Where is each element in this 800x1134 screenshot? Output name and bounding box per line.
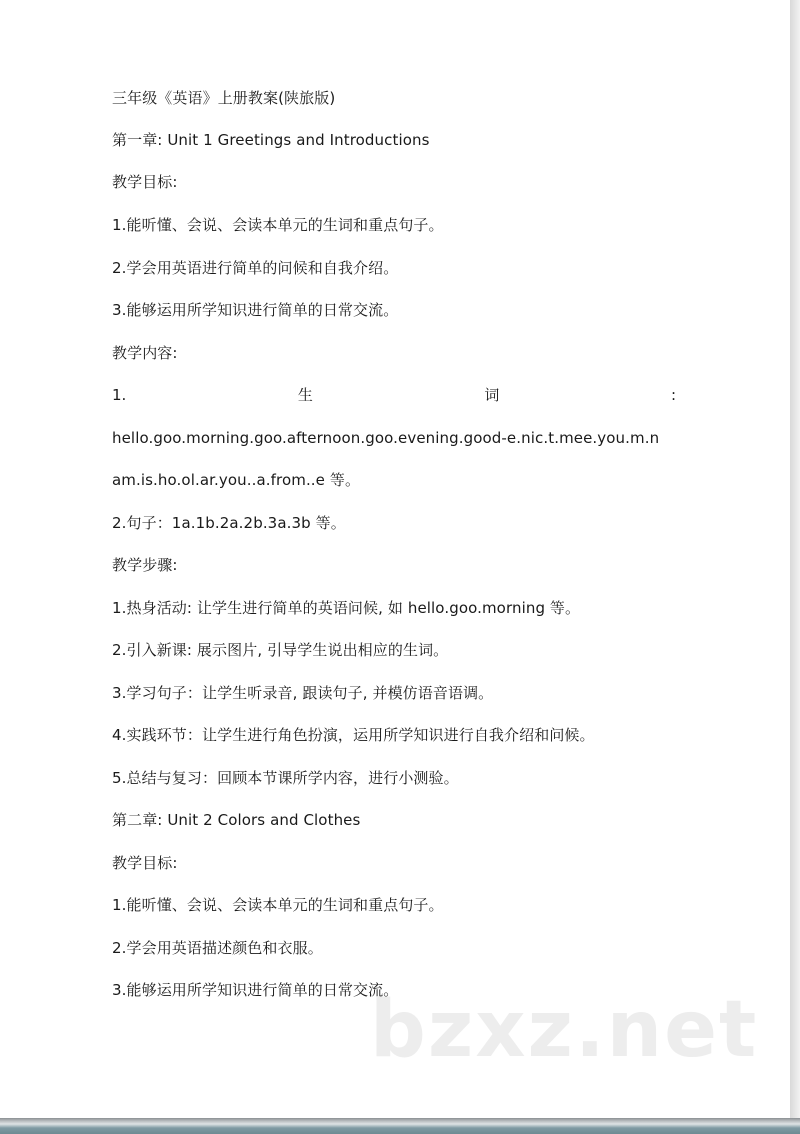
vocab-line-2: am.is.ho.ol.ar.you..a.from..e 等。 — [112, 471, 361, 489]
chapter2-heading: 第二章: Unit 2 Colors and Clothes — [112, 811, 361, 829]
chapter1-step-4: 4.实践环节：让学生进行角色扮演，运用所学知识进行自我介绍和问候。 — [112, 726, 595, 744]
document-title: 三年级《英语》上册教案(陕旅版) — [112, 89, 336, 107]
chapter2-goal-2: 2.学会用英语描述颜色和衣服。 — [112, 939, 323, 957]
chapter2-goal-1: 1.能听懂、会说、会读本单元的生词和重点句子。 — [112, 896, 444, 914]
chapter1-goal-1: 1.能听懂、会说、会读本单元的生词和重点句子。 — [112, 216, 444, 234]
vocab-number: 1. — [112, 386, 127, 404]
chapter1-content-label: 教学内容: — [112, 344, 178, 362]
chapter1-goal-3: 3.能够运用所学知识进行简单的日常交流。 — [112, 301, 399, 319]
sentences-line: 2.句子：1a.1b.2a.2b.3a.3b 等。 — [112, 514, 346, 532]
chapter2-goal-3: 3.能够运用所学知识进行简单的日常交流。 — [112, 981, 399, 999]
vocab-char-ci: 词 — [484, 386, 500, 404]
vocab-heading-row — [112, 385, 676, 405]
page-edge-shadow — [790, 0, 800, 1118]
chapter1-steps-label: 教学步骤: — [112, 556, 178, 574]
vocab-char-sheng: 生 — [297, 386, 313, 404]
chapter1-step-3: 3.学习句子：让学生听录音, 跟读句子, 并模仿语音语调。 — [112, 684, 494, 702]
chapter1-heading: 第一章: Unit 1 Greetings and Introductions — [112, 131, 430, 149]
viewer-bottom-bar — [0, 1118, 800, 1134]
chapter1-step-1: 1.热身活动: 让学生进行简单的英语问候, 如 hello.goo.morning 等。 — [112, 599, 581, 617]
chapter1-step-2: 2.引入新课: 展示图片, 引导学生说出相应的生词。 — [112, 641, 449, 659]
chapter1-goal-2: 2.学会用英语进行简单的问候和自我介绍。 — [112, 259, 399, 277]
chapter2-goals-label: 教学目标: — [112, 854, 178, 872]
chapter1-goals-label: 教学目标: — [112, 173, 178, 191]
vocab-colon: : — [670, 386, 676, 404]
watermark-logo: bzxz.net — [370, 985, 759, 1075]
chapter1-step-5: 5.总结与复习：回顾本节课所学内容，进行小测验。 — [112, 769, 459, 787]
vocab-line-1: hello.goo.morning.goo.afternoon.goo.evening.good-e.nic.t.mee.you.m.n — [112, 429, 660, 447]
